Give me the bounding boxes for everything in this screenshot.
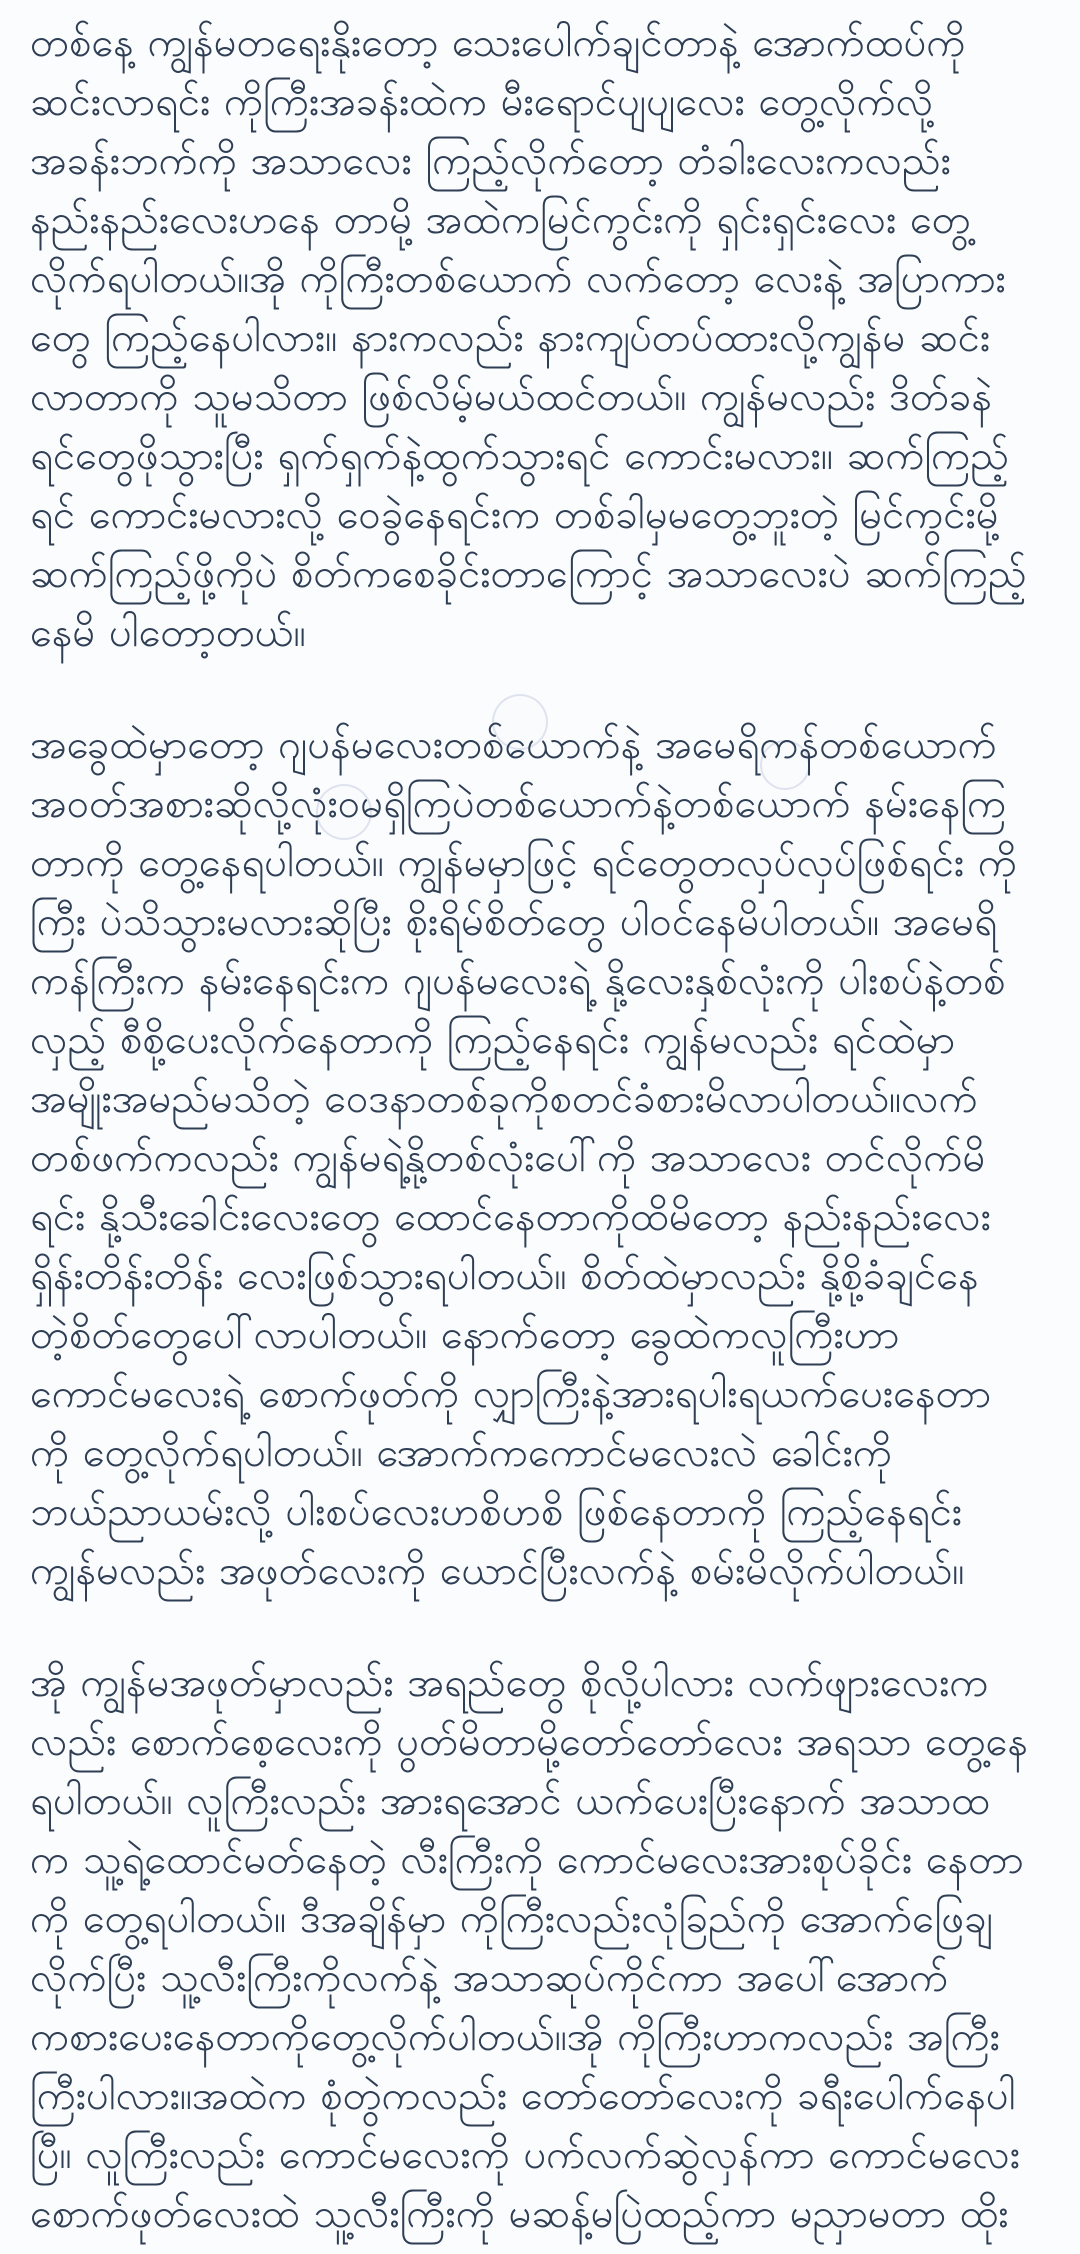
- paragraph: [30, 14, 1054, 663]
- text-line: ကန်ကြီးက နမ်းနေရင်းက ဂျပန်မလေးရဲ့ နို့လေးနှစ်လုံးကို ပါးစပ်နဲ့တစ်: [30, 958, 1006, 1004]
- text-line: တစ်နေ့ ကျွန်မတရေးနိုးတော့ သေးပေါက်ချင်တာနဲ့ အောက်ထပ်ကို: [30, 20, 966, 66]
- text-line: အဝတ်အစားဆိုလို့လုံးဝမရှိကြပဲတစ်ယောက်နဲ့တစ်ယောက် နမ်းနေကြ: [30, 781, 1007, 827]
- text-line: ရင်တွေဖိုသွားပြီး ရှက်ရှက်နဲ့ထွက်သွားရင် ကောင်းမလား။ ဆက်ကြည့်: [30, 433, 1009, 479]
- text-line: အို ကျွန်မအဖုတ်မှာလည်း အရည်တွေ စိုလို့ပါလား လက်ဖျားလေးက: [30, 1660, 989, 1706]
- text-line: ရပါတယ်။ လူကြီးလည်း အားရအောင် ယက်ပေးပြီးနောက် အသာထ: [30, 1778, 990, 1824]
- text-line: ကို တွေ့လိုက်ရပါတယ်။ အောက်ကကောင်မလေးလဲ ခေါင်းကို: [30, 1430, 893, 1476]
- text-line: နေမိ ပါတော့တယ်။: [30, 610, 306, 656]
- text-line: အခွေထဲမှာတော့ ဂျပန်မလေးတစ်ယောက်နဲ့ အမေရိကန်တစ်ယောက်: [30, 722, 997, 768]
- text-line: အခန်းဘက်ကို အသာလေး ကြည့်လိုက်တော့ တံခါးလေးကလည်း: [30, 138, 951, 184]
- text-line: တစ်ဖက်ကလည်း ကျွန်မရဲ့နို့တစ်လုံးပေါ်ကို အသာလေး တင်လိုက်မိ: [30, 1135, 986, 1181]
- paragraph: [30, 1654, 1054, 2244]
- paragraph: [30, 716, 1054, 1601]
- text-line: ရင် ကောင်းမလားလို့ ဝေခွဲနေရင်းက တစ်ခါမှမတွေ့ဘူးတဲ့ မြင်ကွင်းမို့: [30, 492, 999, 538]
- text-line: လှည့် စီစို့ပေးလိုက်နေတာကို ကြည့်နေရင်း ကျွန်မလည်း ရင်ထဲမှာ: [30, 1017, 956, 1063]
- text-line: တာကို တွေ့နေရပါတယ်။ ကျွန်မမှာဖြင့် ရင်တွေတလှပ်လှပ်ဖြစ်ရင်း ကို: [30, 840, 1018, 886]
- story-text: [30, 14, 1054, 2254]
- text-line: ကြီးပါလား။အထဲက စုံတွဲကလည်း တော်တော်လေးကို ခရီးပေါက်နေပါ: [30, 2073, 1016, 2119]
- text-line: က သူ့ရဲ့ထောင်မတ်နေတဲ့ လီးကြီးကို ကောင်မလေးအားစုပ်ခိုင်း နေတာ: [30, 1837, 1024, 1883]
- text-line: လိုက်ရပါတယ်။အို ကိုကြီးတစ်ယောက် လက်တော့ လေးနဲ့ အပြာကား: [30, 256, 1006, 302]
- text-line: ကို တွေ့ရပါတယ်။ ဒီအချိန်မှာ ကိုကြီးလည်းလုံခြည်ကို အောက်ဖြေချ: [30, 1896, 994, 1942]
- text-line: လည်း စောက်စေ့လေးကို ပွတ်မိတာမို့တော်တော်လေး အရသာ တွေ့နေ: [30, 1719, 1029, 1765]
- text-line: ကစားပေးနေတာကိုတွေ့လိုက်ပါတယ်။အို ကိုကြီးဟာကလည်း အကြီး: [30, 2014, 1000, 2060]
- text-line: တဲ့စိတ်တွေပေါ်လာပါတယ်။ နောက်တော့ ခွေထဲကလူကြီးဟာ: [30, 1312, 900, 1358]
- text-line: လိုက်ပြီး သူ့လီးကြီးကိုလက်နဲ့ အသာဆုပ်ကိုင်ကာ အပေါ်အောက်: [30, 1955, 949, 2001]
- text-line: လာတာကို သူမသိတာ ဖြစ်လိမ့်မယ်ထင်တယ်။ ကျွန်မလည်း ဒိတ်ခနဲ: [30, 374, 993, 420]
- text-line: နည်းနည်းလေးဟနေ တာမို့ အထဲကမြင်ကွင်းကို ရှင်းရှင်းလေး တွေ့: [30, 197, 971, 243]
- text-line: ကျွန်မလည်း အဖုတ်လေးကို ယောင်ပြီးလက်နဲ့ စမ်းမိလိုက်ပါတယ်။: [30, 1548, 965, 1594]
- text-line: ကြီး ပဲသိသွားမလားဆိုပြီး စိုးရိမ်စိတ်တွေ ပါဝင်နေမိပါတယ်။ အမေရိ: [30, 899, 998, 945]
- text-line: ဆင်းလာရင်း ကိုကြီးအခန်းထဲက မီးရောင်ပျပျလေး တွေ့လိုက်လို့: [30, 79, 934, 125]
- text-line: ဆက်ကြည့်ဖို့ကိုပဲ စိတ်ကစေခိုင်းတာကြောင့် အသာလေးပဲ ဆက်ကြည့်: [30, 551, 1027, 597]
- text-line: တွေ ကြည့်နေပါလား။ နားကလည်း နားကျပ်တပ်ထားလို့ကျွန်မ ဆင်း: [30, 315, 991, 361]
- text-line: ရှိန်းတိန်းတိန်း လေးဖြစ်သွားရပါတယ်။ စိတ်ထဲမှာလည်း နို့စို့ခံချင်နေ: [30, 1253, 979, 1299]
- text-line: ကောင်မလေးရဲ့ စောက်ဖုတ်ကို လျှာကြီးနဲ့အားရပါးရယက်ပေးနေတာ: [30, 1371, 992, 1417]
- text-line: ပြီ။ လူကြီးလည်း ကောင်မလေးကို ပက်လက်ဆွဲလှန်ကာ ကောင်မလေး: [30, 2132, 1020, 2178]
- text-line: အမျိုးအမည်မသိတဲ့ ဝေဒနာတစ်ခုကိုစတင်ခံစားမိလာပါတယ်။လက်: [30, 1076, 978, 1122]
- text-line: စောက်ဖုတ်လေးထဲ သူ့လီးကြီးကို မဆန့်မပြဲထည့်ကာ မညှာမတာ ထိုး: [30, 2191, 1009, 2237]
- text-line: ဘယ်ညာယမ်းလို့ ပါးစပ်လေးဟစိဟစိ ဖြစ်နေတာကို ကြည့်နေရင်း: [30, 1489, 963, 1535]
- text-line: ရင်း နို့သီးခေါင်းလေးတွေ ထောင်နေတာကိုထိမိတော့ နည်းနည်းလေး: [30, 1194, 991, 1240]
